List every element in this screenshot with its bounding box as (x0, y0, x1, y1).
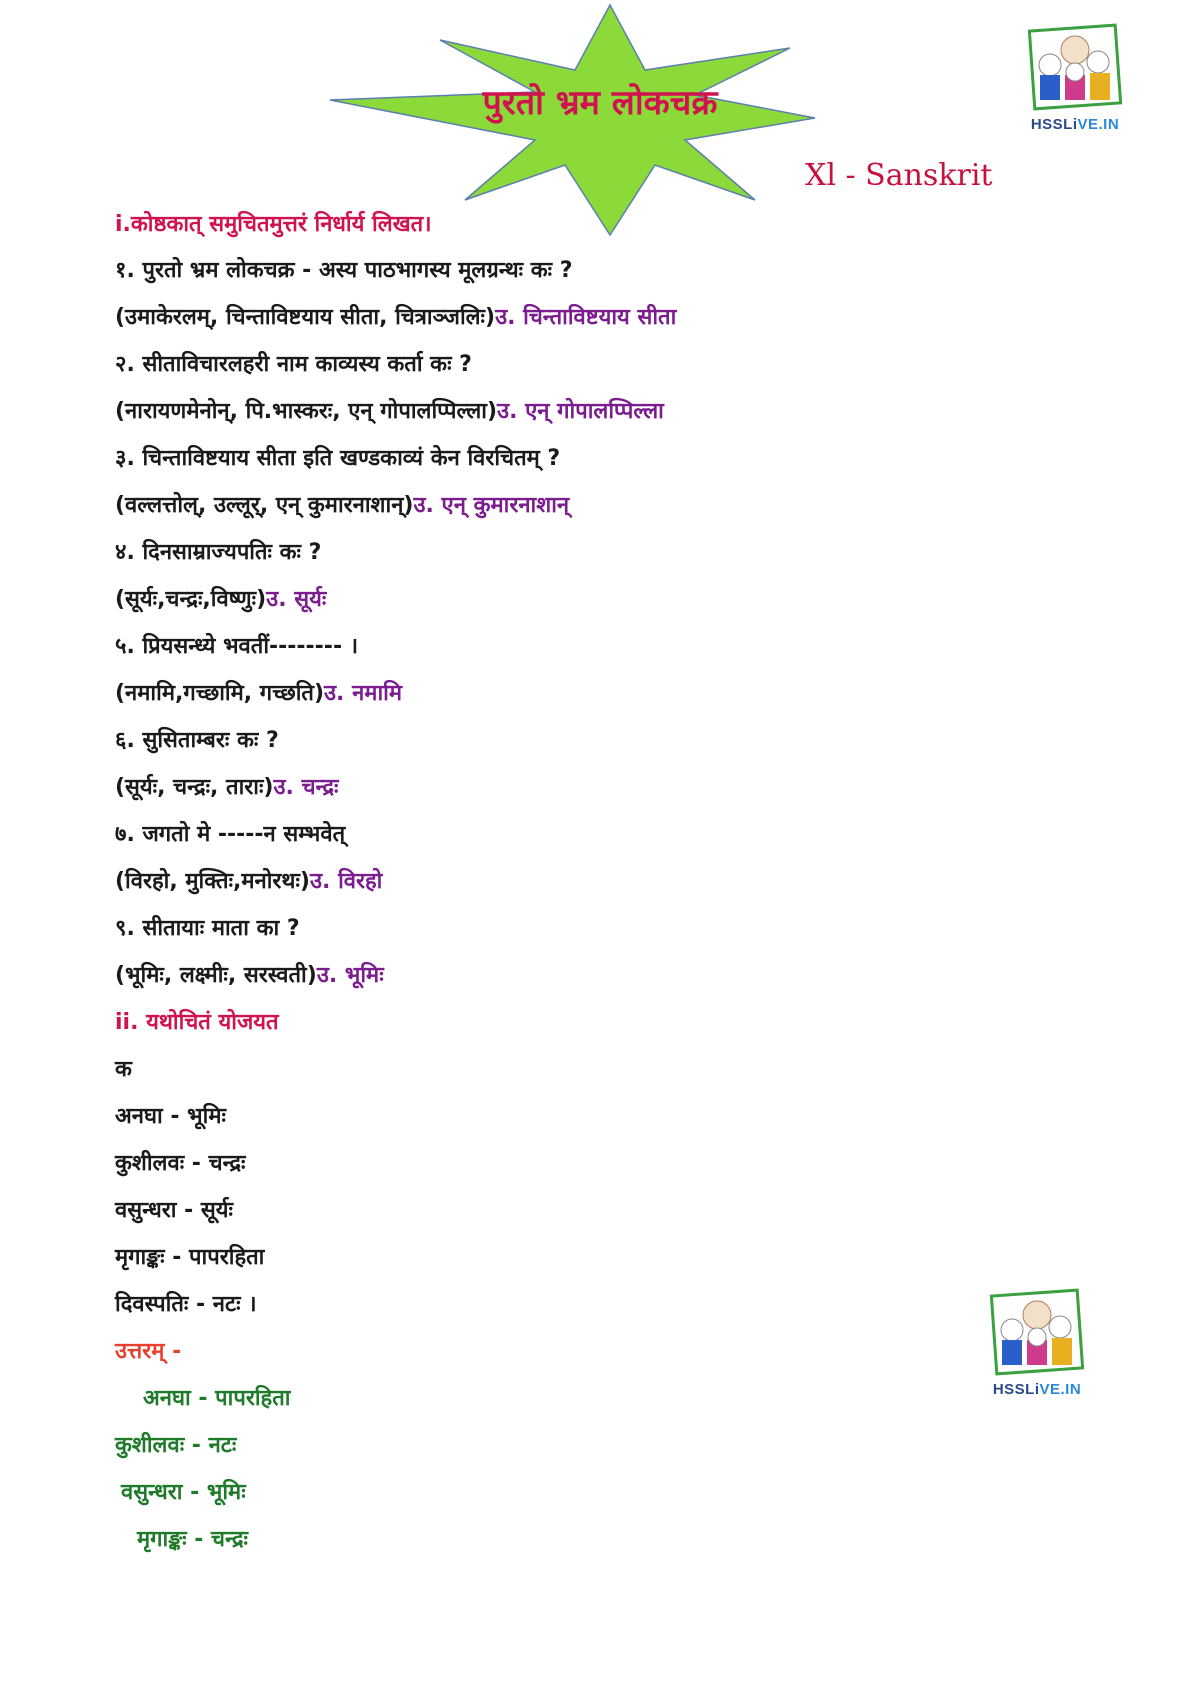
answer-3: उ. एन् कुमारनाशान् (413, 493, 570, 518)
options-2: (नारायणमेनोन्, पि.भास्करः, एन् गोपालप्पिल्ला)उ. एन् गोपालप्पिल्ला (115, 399, 664, 424)
hsslive-logo (1020, 20, 1130, 135)
options-3: (वल्लत्तोल्, उल्लूर्, एन् कुमारनाशान्)उ. एन् कुमारनाशान् (115, 493, 570, 518)
section1-heading: i.कोष्ठकात् समुचितमुत्तरं निर्धार्य लिखत। (115, 212, 432, 237)
answer-6: उ. चन्द्रः (273, 775, 339, 800)
answer-7: उ. विरहो (310, 869, 383, 894)
match-answer: कुशीलवः - नटः (115, 1433, 237, 1458)
match-answer: वसुन्धरा - भूमिः (121, 1480, 246, 1505)
logo-text-b: VE.IN (1039, 1381, 1082, 1398)
match-pair: दिवस्पतिः - नटः । (115, 1292, 257, 1317)
children-group-icon (982, 1285, 1092, 1380)
logo-text-b: VE.IN (1077, 116, 1120, 133)
page-title: पुरतो भ्रम लोकचक्र (482, 83, 718, 123)
match-answer: मृगाङ्कः - चन्द्रः (137, 1527, 248, 1552)
options-6: (सूर्यः, चन्द्रः, ताराः)उ. चन्द्रः (115, 775, 339, 800)
match-pair: कुशीलवः - चन्द्रः (115, 1151, 246, 1176)
question-3: ३. चिन्ताविष्टयाय सीता इति खण्डकाव्यं केन विरचितम् ? (115, 446, 561, 471)
question-2: २. सीताविचारलहरी नाम काव्यस्य कर्ता कः ? (115, 352, 472, 377)
column-label: क (115, 1057, 132, 1082)
match-pair: मृगाङ्कः - पापरहिता (115, 1245, 265, 1270)
logo-text-a: HSSLi (992, 1381, 1040, 1398)
question-5: ५. प्रियसन्ध्ये भवतीं-------- । (115, 634, 359, 659)
answer-9: उ. भूमिः (316, 963, 384, 988)
section2-heading: ii. यथोचितं योजयत (115, 1010, 279, 1035)
logo-text-a: HSSLi (1030, 116, 1078, 133)
match-pair: अनघा - भूमिः (115, 1104, 226, 1129)
children-group-icon (1020, 20, 1130, 115)
question-4: ४. दिनसाम्राज्यपतिः कः ? (115, 540, 322, 565)
answer-2: उ. एन् गोपालप्पिल्ला (497, 399, 664, 424)
question-1: १. पुरतो भ्रम लोकचक्र - अस्य पाठभागस्य मूलग्रन्थः कः ? (115, 258, 573, 283)
options-1: (उमाकेरलम्, चिन्ताविष्टयाय सीता, चित्राञ्जलिः)उ. चिन्ताविष्टयाय सीता (115, 305, 677, 330)
subject-label: Xl - Sanskrit (805, 158, 993, 193)
options-9: (भूमिः, लक्ष्मीः, सरस्वती)उ. भूमिः (115, 963, 384, 988)
options-7: (विरहो, मुक्तिः,मनोरथः)उ. विरहो (115, 869, 383, 894)
answer-5: उ. नमामि (324, 681, 402, 706)
options-4: (सूर्यः,चन्द्रः,विष्णुः)उ. सूर्यः (115, 587, 327, 612)
options-5: (नमामि,गच्छामि, गच्छति)उ. नमामि (115, 681, 402, 706)
answer-1: उ. चिन्ताविष्टयाय सीता (495, 305, 677, 330)
match-pair: वसुन्धरा - सूर्यः (115, 1198, 233, 1223)
question-7: ७. जगतो मे -----न सम्भवेत् (115, 822, 346, 847)
answer-heading: उत्तरम् - (115, 1339, 182, 1364)
match-answer: अनघा - पापरहिता (143, 1386, 291, 1411)
question-9: ९. सीतायाः माता का ? (115, 916, 300, 941)
question-6: ६. सुसिताम्बरः कः ? (115, 728, 279, 753)
answer-4: उ. सूर्यः (266, 587, 327, 612)
hsslive-logo-bottom (982, 1285, 1092, 1400)
